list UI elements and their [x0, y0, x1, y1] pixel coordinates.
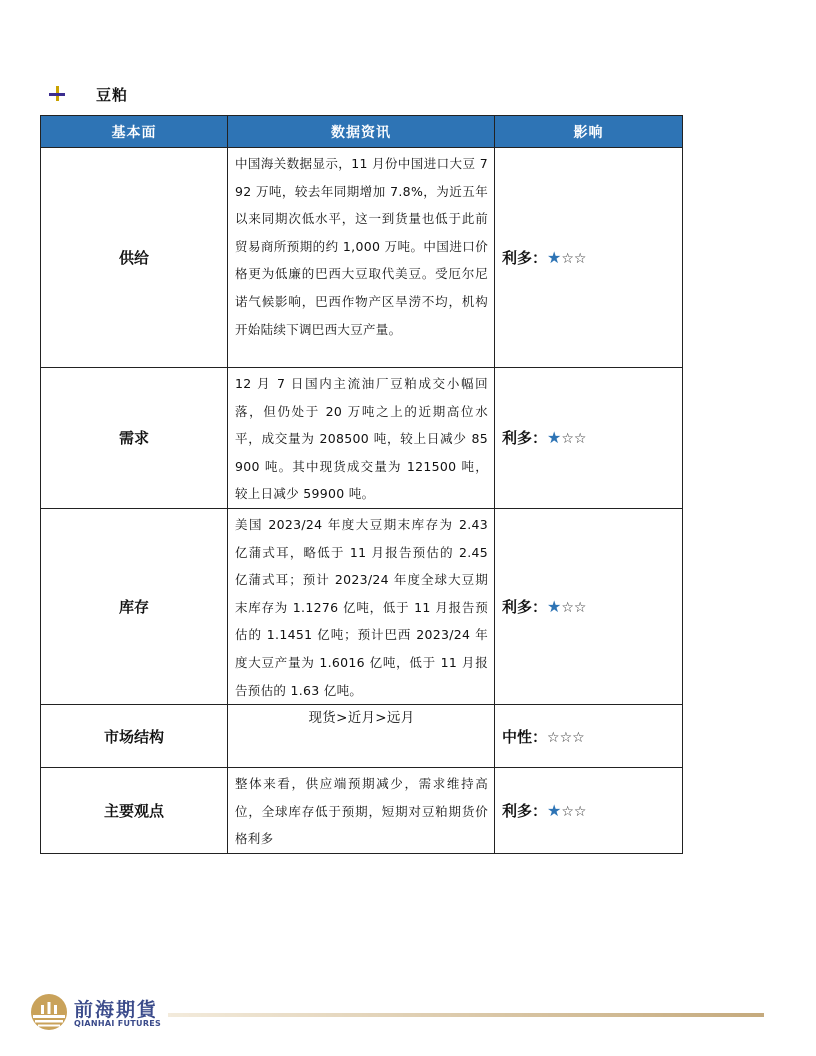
- star-empty-icon: ☆☆: [561, 251, 587, 267]
- star-filled-icon: ★: [547, 801, 562, 821]
- table-row: [41, 705, 683, 768]
- row-inventory-factor: 库存: [41, 508, 228, 704]
- star-empty-icon: ☆☆: [561, 600, 587, 617]
- logo-emblem-icon: [30, 993, 68, 1031]
- row-structure-factor: 市场结构: [41, 705, 228, 768]
- impact-label: 利多：: [502, 802, 548, 821]
- table-row: [41, 768, 683, 854]
- header-impact: 影响: [495, 116, 683, 148]
- star-filled-icon: ★: [547, 428, 562, 448]
- section-heading: [48, 82, 128, 106]
- row-structure-impact: [495, 705, 683, 768]
- row-demand-factor: 需求: [41, 368, 228, 509]
- table-row: [41, 508, 683, 704]
- header-data-info: 数据资讯: [228, 116, 495, 148]
- star-empty-icon: ☆☆: [561, 431, 587, 448]
- row-view-factor: 主要观点: [41, 768, 228, 854]
- brand-name-en: QIANHAI FUTURES: [74, 1019, 162, 1028]
- row-demand-impact: [495, 368, 683, 509]
- company-logo: [30, 993, 165, 1033]
- row-supply-factor: 供给: [41, 148, 228, 368]
- impact-label: 利多：: [502, 249, 548, 267]
- table-row: [41, 368, 683, 509]
- impact-label: 利多：: [502, 598, 548, 617]
- bullet-icon: [48, 85, 66, 103]
- row-inventory-impact: [495, 508, 683, 704]
- header-fundamentals: 基本面: [41, 116, 228, 148]
- star-empty-icon: ☆☆☆: [547, 729, 585, 746]
- row-structure-info: 现货>近月>远月: [228, 705, 495, 768]
- row-view-impact: [495, 768, 683, 854]
- star-filled-icon: ★: [547, 597, 562, 617]
- row-supply-info: 中国海关数据显示，11 月份中国进口大豆 792 万吨，较去年同期增加 7.8%，为近五年以来同期次低水平，这一到货量也低于此前贸易商所预期的约 1,000 万吨。中国进口价格更为低廉的巴西大豆取代美豆。受厄尔尼诺气候影响，巴西作物产区旱涝不均，机构开始陆续下调巴西大豆产量。: [228, 148, 495, 368]
- fundamentals-table: [40, 115, 683, 854]
- row-supply-impact: [495, 148, 683, 368]
- table-header-row: [41, 116, 683, 148]
- brand-name-cn: 前海期貨: [74, 999, 159, 1021]
- section-title: 豆粕: [96, 85, 129, 104]
- row-inventory-info: 美国 2023/24 年度大豆期末库存为 2.43 亿蒲式耳，略低于 11 月报告预估的 2.45 亿蒲式耳；预计 2023/24 年度全球大豆期末库存为 1.1276 亿吨，低于 11 月报告预估的 1.1451 亿吨；预计巴西 2023/24 年度大豆产量为 1.6016 亿吨，低于 11 月报告预估的 1.63 亿吨。: [228, 508, 495, 704]
- table-row: [41, 148, 683, 368]
- footer-divider: [168, 1013, 764, 1017]
- impact-label: 中性：: [502, 727, 548, 746]
- star-filled-icon: ★: [547, 248, 562, 267]
- star-empty-icon: ☆☆: [561, 804, 587, 821]
- row-demand-info: 12 月 7 日国内主流油厂豆粕成交小幅回落，但仍处于 20 万吨之上的近期高位水平，成交量为 208500 吨，较上日减少 85900 吨。其中现货成交量为 121500 吨，较上日减少 59900 吨。: [228, 368, 495, 509]
- impact-label: 利多：: [502, 429, 548, 448]
- row-view-info: 整体来看，供应端预期减少，需求维持高位，全球库存低于预期，短期对豆粕期货价格利多: [228, 768, 495, 854]
